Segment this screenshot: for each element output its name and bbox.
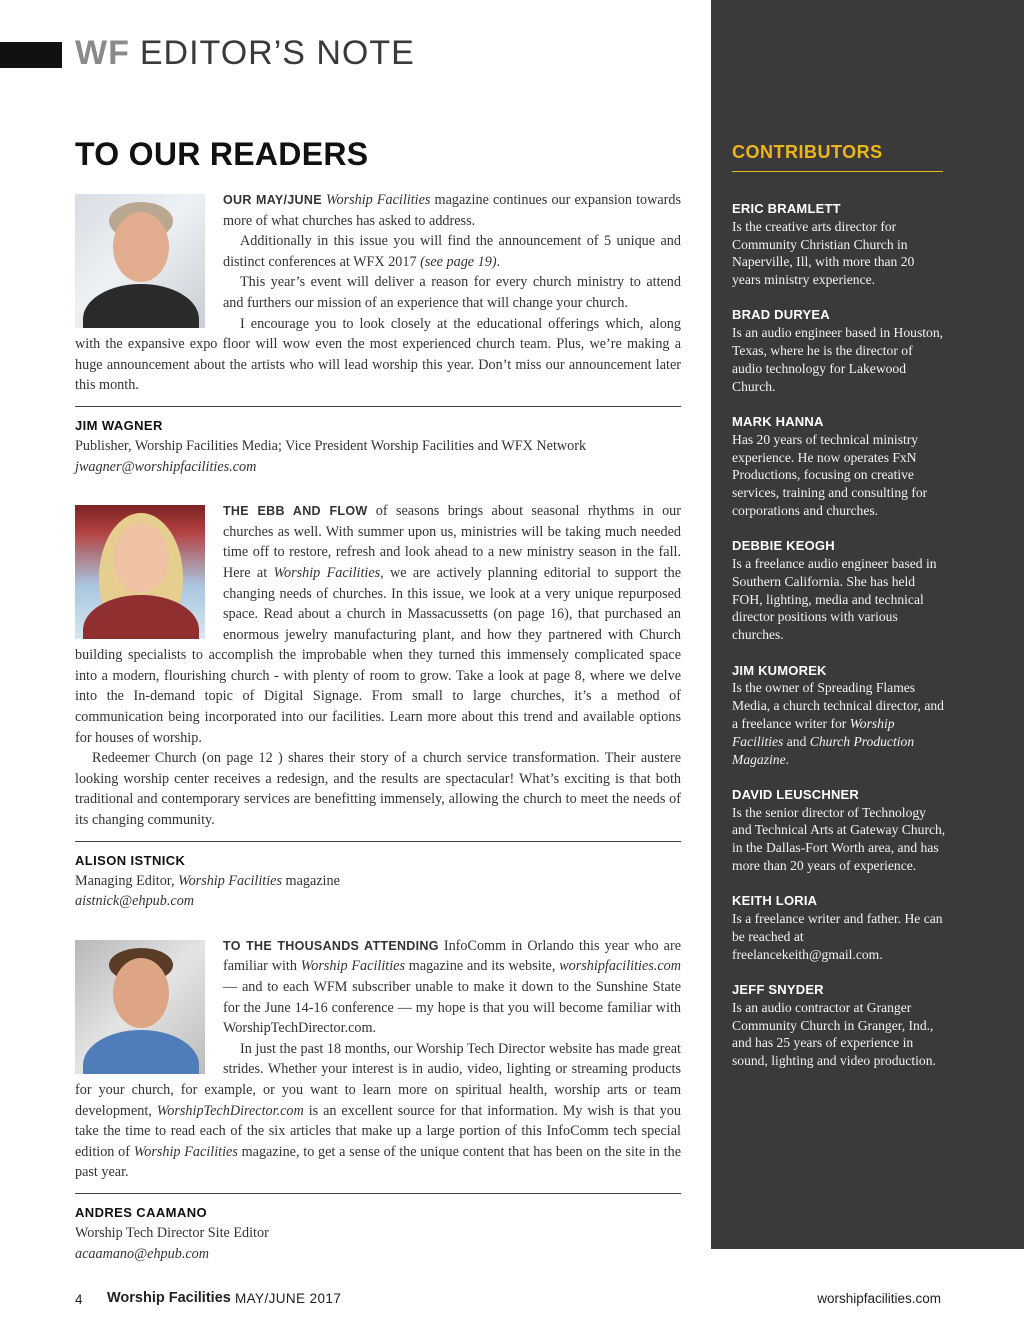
editor-note — [75, 501, 681, 912]
contributor-name: KEITH LORIA — [732, 893, 818, 909]
note-paragraph: Additionally in this issue you will find the announcement of 5 unique and distinct conferences at WFX 2017 (see page 19). — [223, 233, 681, 270]
contributor-item — [732, 200, 946, 289]
contributor-bio: Is the senior director of Technology and Technical Arts at Gateway Church, in the Dallas-Fort Worth area, and has more than 20 years of experience. — [732, 804, 946, 873]
italic-text: (see page 19) — [420, 253, 497, 270]
signature-name: JIM WAGNER — [75, 417, 163, 433]
contributor-item — [732, 537, 946, 644]
editor-photo-alison-istnick — [75, 505, 205, 639]
signature — [75, 851, 681, 912]
italic-text: Worship Facilities — [133, 1143, 238, 1160]
note-paragraph: THE EBB AND FLOW of seasons brings about seasonal rhythms in our churches as well. With summer upon us, ministries will be taking much needed time off to restore, refresh and look ahead to a new ministry season in the fall. Here at Worship Facilities, we are actively planning editorial to support the changing needs of churches. In this issue, we look at a very unique repurposed space. Read about a church in Massacussetts (on page 16), that purchased an enormous jewelry manufacturing plant, and how they partnered with Church building specialists to accomplish the improbable when they turned this immensely complicated space into a modern, flourishing church - with plenty of room to grow. Take a look at page 8, where we delve into the In-demand topic of Digital Signage. From small to large churches, it’s a method of communication being incorporated into our facilities. Learn more about this trend and available options for houses of worship. — [75, 503, 681, 746]
editor-note — [75, 936, 681, 1264]
lead-in: THE EBB AND FLOW — [223, 504, 368, 519]
contributors-title: CONTRIBUTORS — [732, 142, 883, 162]
italic-text: Worship Facilities — [178, 872, 282, 889]
contributor-name: JIM KUMOREK — [732, 662, 827, 678]
signature-email[interactable]: acaamano@ehpub.com — [75, 1245, 210, 1262]
note-paragraph: In just the past 18 months, our Worship Tech Director website has made great strides. Whether your interest is in audio, video, lighting or streaming products for your church, for example, or you want to learn more on spiritual health, worship arts or team development, WorshipTechDirector.com is an excellent source for that information. My wish is that you take the time to read each of the six articles that make up a large portion of this InfoComm tech special edition of Worship Facilities magazine, to get a sense of the unique content that has been on the site in the past year. — [75, 1040, 681, 1181]
italic-text: Worship Facilities — [300, 958, 405, 975]
signature — [75, 1203, 681, 1264]
page-number: 4 — [75, 1292, 83, 1307]
contributor-bio: Is a freelance writer and father. He can be reached at freelancekeith@gmail.com. — [732, 911, 943, 962]
signature — [75, 416, 681, 477]
contributor-bio: Has 20 years of technical ministry experience. He now operates FxN Productions, focusing on creative services, training and consulting for corporations and churches. — [732, 431, 928, 518]
note-paragraph: TO THE THOUSANDS ATTENDING InfoComm in Orlando this year who are familiar with Worship Facilities magazine and its website, worshipfacilities.com — and to each WFM subscriber unable to make it down to the Sunshine State for the June 14-16 conference — my hope is that you will become familiar with WorshipTechDirector.com. — [223, 937, 682, 1037]
signature-email[interactable]: aistnick@ehpub.com — [75, 893, 195, 910]
footer-website[interactable]: worshipfacilities.com — [817, 1291, 941, 1306]
footer-issue: MAY/JUNE 2017 — [235, 1291, 342, 1306]
italic-text: Worship Facilities — [325, 192, 431, 208]
header-accent-bar — [0, 42, 62, 68]
contributor-item — [732, 892, 946, 963]
lead-in: OUR MAY/JUNE — [223, 193, 322, 207]
divider — [75, 841, 681, 842]
italic-text: worshipfacilities.com — [559, 958, 681, 975]
section-header — [75, 34, 415, 73]
contributors-list — [732, 200, 946, 1087]
contributor-name: MARK HANNA — [732, 413, 824, 429]
contributor-name: ERIC BRAMLETT — [732, 201, 841, 216]
contributor-bio: Is a freelance audio engineer based in Southern California. She has held FOH, lighting, media and technical director positions with various churches. — [732, 556, 937, 643]
editor-photo-jim-wagner — [75, 194, 205, 328]
divider — [75, 1193, 681, 1194]
note-paragraph: I encourage you to look closely at the educational offerings which, along with the expansive expo floor will wow even the most experienced church team. Plus, we’re making a huge announcement about the artists who will lead worship this year. Don’t miss our announcement later this month. — [75, 315, 681, 394]
italic-text: Church Production Magazine — [732, 733, 915, 767]
note-paragraph: OUR MAY/JUNE Worship Facilities magazine continues our expansion towards more of what churches has asked to address. — [223, 192, 682, 229]
italic-text: Worship Facilities — [273, 564, 381, 581]
contributors-divider — [732, 171, 943, 172]
contributor-bio: Is the owner of Spreading Flames Media, a church technical director, and a freelance writer for Worship Facilities and Church Production Magazine. — [732, 680, 944, 767]
contributor-item — [732, 662, 946, 769]
lead-in: TO THE THOUSANDS ATTENDING — [223, 938, 439, 953]
contributor-bio: Is the creative arts director for Community Christian Church in Naperville, Ill, with more than 20 years ministry experience. — [732, 218, 915, 288]
editor-photo-andres-caamano — [75, 940, 205, 1074]
contributor-name: DAVID LEUSCHNER — [732, 786, 859, 802]
note-paragraph: Redeemer Church (on page 12 ) shares their story of a church service transformation. Their austere looking worship center receives a redesign, and the results are spectacular! What’s exciting is that both traditional and contemporary services are benefitting immensely, allowing the church to meet the needs of its changing community. — [75, 750, 681, 829]
footer-publication: Worship Facilities — [107, 1290, 231, 1306]
editor-note — [75, 190, 681, 477]
contributor-item — [732, 981, 946, 1070]
contributor-name: JEFF SNYDER — [732, 981, 824, 997]
contributor-name: DEBBIE KEOGH — [732, 538, 835, 554]
note-paragraph: This year’s event will deliver a reason for every church ministry to attend and furthers our mission of an experience that will change your church. — [223, 274, 681, 311]
italic-text: WorshipTechDirector.com — [156, 1102, 304, 1119]
contributor-name: BRAD DURYEA — [732, 307, 830, 323]
signature-role: Publisher, Worship Facilities Media; Vice President Worship Facilities and WFX Network — [75, 437, 587, 454]
page-title: TO OUR READERS — [75, 136, 369, 172]
section-header-wf: WF — [75, 34, 130, 72]
signature-name: ALISON ISTNICK — [75, 852, 186, 868]
contributor-item — [732, 306, 946, 395]
divider — [75, 406, 681, 407]
editors-notes — [75, 190, 681, 1288]
italic-text: Worship Facilities — [732, 715, 895, 749]
section-header-label: EDITOR’S NOTE — [139, 34, 415, 72]
signature-name: ANDRES CAAMANO — [75, 1204, 207, 1220]
contributor-item — [732, 413, 946, 520]
contributor-bio: Is an audio engineer based in Houston, Texas, where he is the director of audio technology for Lakewood Church. — [732, 325, 944, 394]
signature-role: Worship Tech Director Site Editor — [75, 1224, 269, 1241]
contributor-bio: Is an audio contractor at Granger Community Church in Granger, Ind., and has 25 years of experience in sound, lighting and video production. — [732, 999, 936, 1069]
signature-role: Managing Editor, Worship Facilities magazine — [75, 872, 340, 889]
contributor-item — [732, 786, 946, 875]
signature-email[interactable]: jwagner@worshipfacilities.com — [75, 458, 257, 475]
